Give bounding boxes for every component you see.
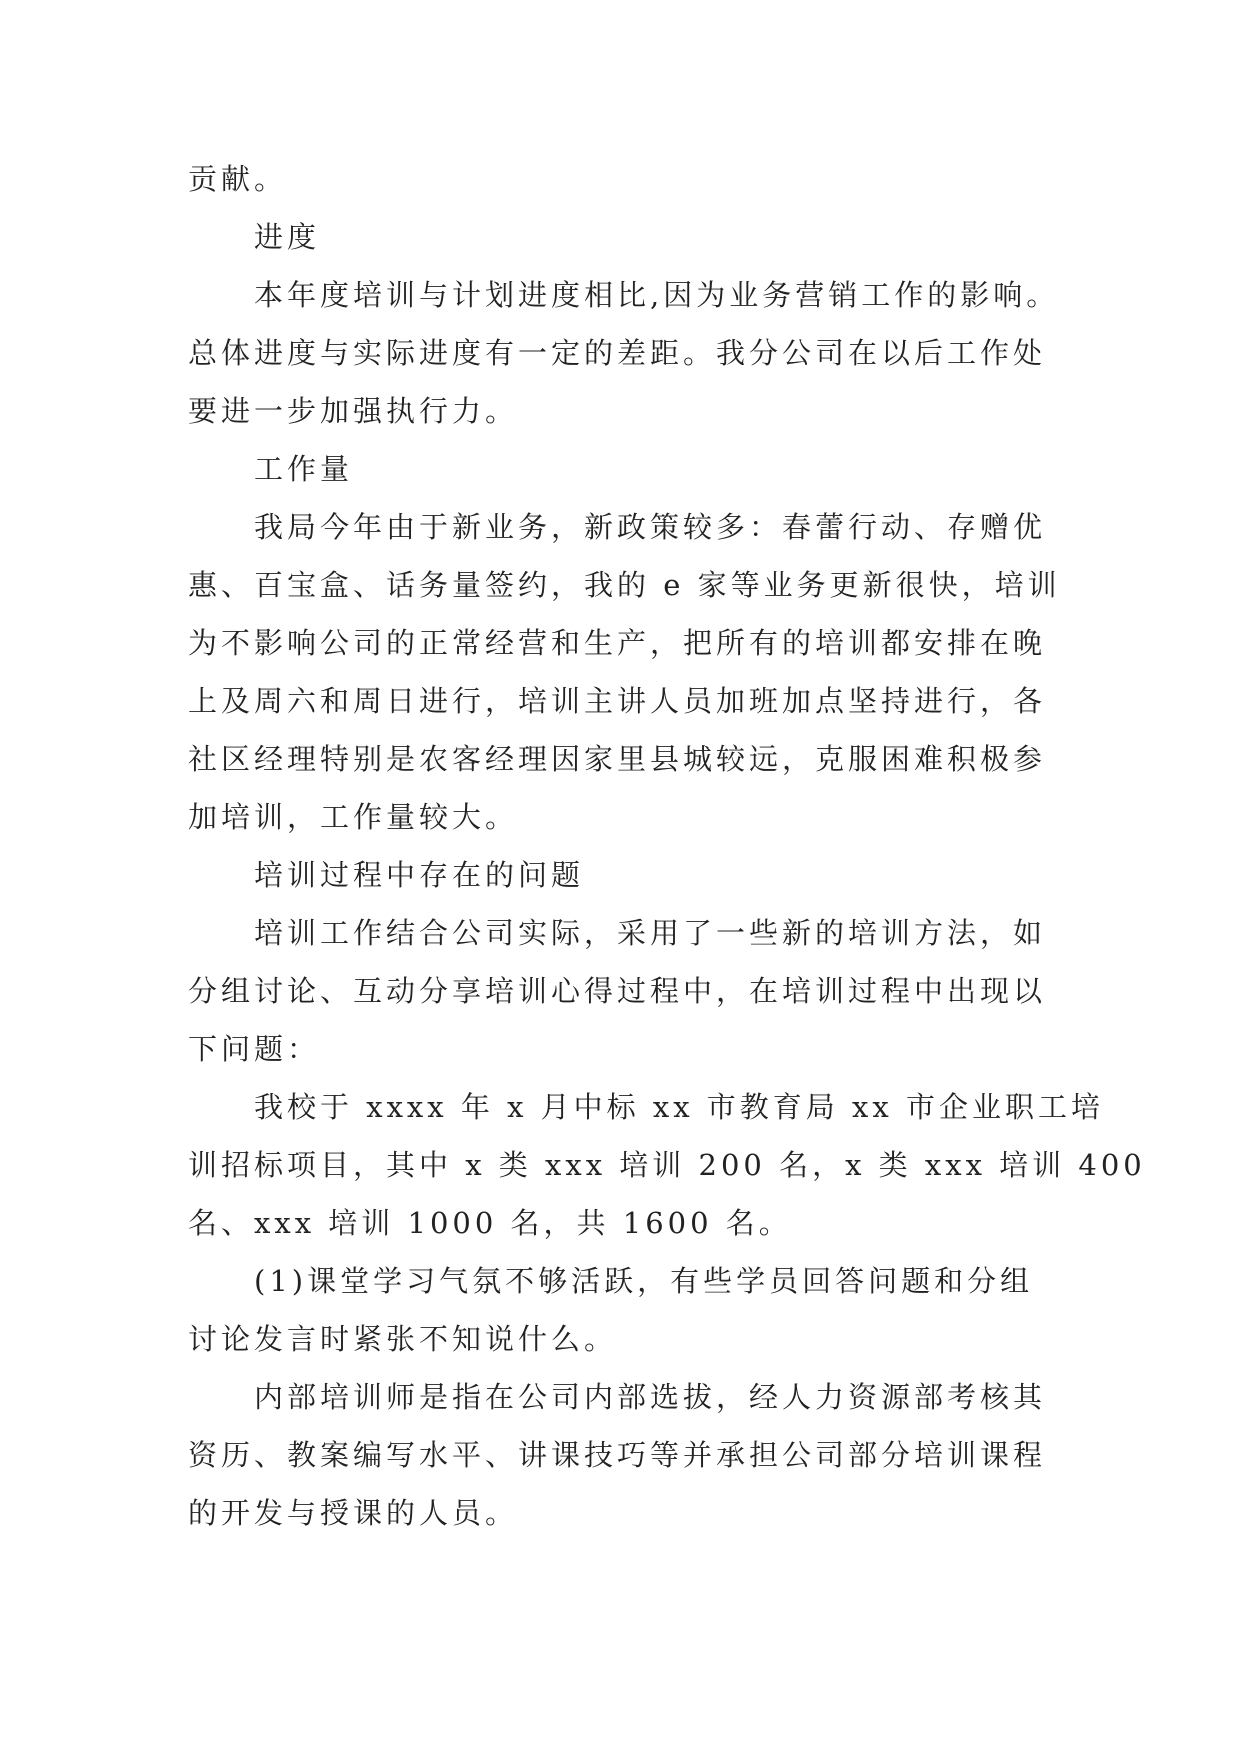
text-line: 贡献。 [188, 162, 288, 196]
text-line: 名、xxx 培训 1000 名，共 1600 名。 [188, 1206, 792, 1240]
text-line: 我局今年由于新业务，新政策较多：春蕾行动、存赠优 [254, 510, 1047, 544]
section-heading-workload: 工作量 [254, 452, 354, 486]
text-line: 的开发与授课的人员。 [188, 1496, 519, 1530]
text-line: 要进一步加强执行力。 [188, 394, 519, 428]
text-line: 培训工作结合公司实际，采用了一些新的培训方法，如 [254, 916, 1047, 950]
text-line: 内部培训师是指在公司内部选拔，经人力资源部考核其 [254, 1380, 1047, 1414]
text-line: (1)课堂学习气氛不够活跃，有些学员回答问题和分组 [254, 1264, 1034, 1298]
text-line: 社区经理特别是农客经理因家里县城较远，克服困难积极参 [188, 742, 1047, 776]
text-line: 我校于 xxxx 年 x 月中标 xx 市教育局 xx 市企业职工培 [254, 1090, 1104, 1124]
document-body [188, 150, 1146, 1542]
text-line: 讨论发言时紧张不知说什么。 [188, 1322, 618, 1356]
text-line: 分组讨论、互动分享培训心得过程中，在培训过程中出现以 [188, 974, 1047, 1008]
text-line: 本年度培训与计划进度相比,因为业务营销工作的影响。 [254, 278, 1060, 312]
section-heading-problems: 培训过程中存在的问题 [254, 858, 585, 892]
text-line: 为不影响公司的正常经营和生产，把所有的培训都安排在晚 [188, 626, 1047, 660]
text-line: 资历、教案编写水平、讲课技巧等并承担公司部分培训课程 [188, 1438, 1047, 1472]
section-heading-progress: 进度 [254, 220, 321, 254]
text-line: 训招标项目，其中 x 类 xxx 培训 200 名，x 类 xxx 培训 400 [188, 1148, 1146, 1182]
text-line: 惠、百宝盒、话务量签约，我的 e 家等业务更新很快，培训 [188, 568, 1061, 602]
text-line: 下问题： [188, 1032, 321, 1066]
text-line: 加培训，工作量较大。 [188, 800, 519, 834]
text-line: 总体进度与实际进度有一定的差距。我分公司在以后工作处 [188, 336, 1047, 370]
text-line: 上及周六和周日进行，培训主讲人员加班加点坚持进行，各 [188, 684, 1047, 718]
